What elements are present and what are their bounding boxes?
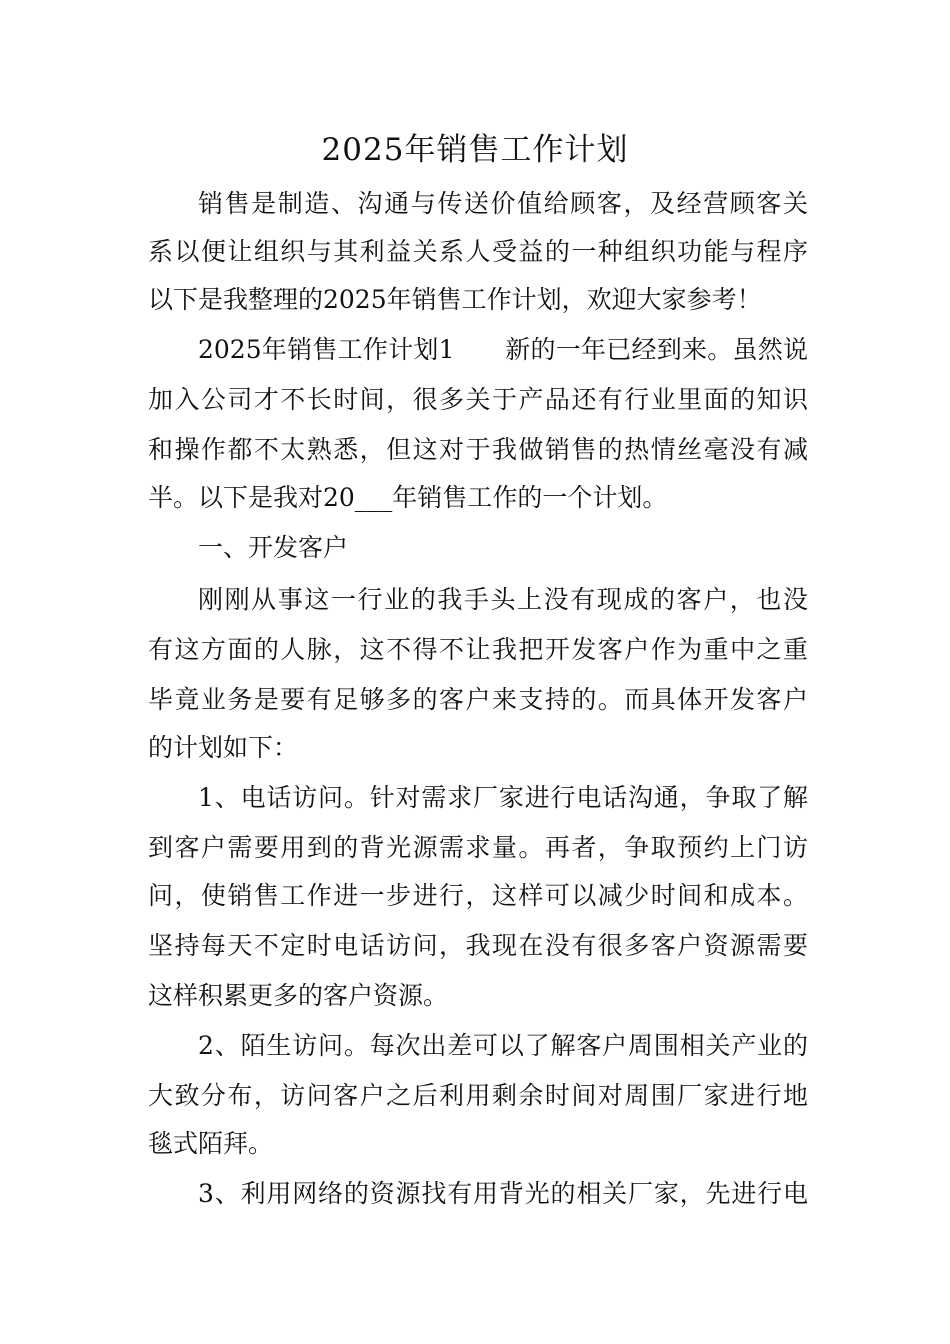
paragraph-line: 3、利用网络的资源找有用背光的相关厂家，先进行电 — [198, 1179, 808, 1208]
paragraph-line: 毕竟业务是要有足够多的客户来支持的。而具体开发客户 — [148, 685, 808, 714]
paragraph-line: 坚持每天不定时电话访问，我现在没有很多客户资源需要 — [148, 931, 808, 960]
paragraph-line: 以下是我整理的2025年销售工作计划，欢迎大家参考！ — [148, 285, 762, 314]
paragraph-line: 半。以下是我对20___年销售工作的一个计划。 — [148, 483, 668, 512]
paragraph-line: 刚刚从事这一行业的我手头上没有现成的客户，也没 — [198, 585, 808, 614]
document-title: 2025年销售工作计划 — [321, 132, 629, 168]
paragraph-line: 1、电话访问。针对需求厂家进行电话沟通，争取了解 — [198, 783, 808, 812]
paragraph-line: 这样积累更多的客户资源。 — [148, 981, 449, 1010]
paragraph-line: 的计划如下： — [148, 733, 299, 762]
paragraph-line: 问，使销售工作进一步进行，这样可以减少时间和成本。 — [148, 881, 808, 910]
paragraph-line: 和操作都不太熟悉，但这对于我做销售的热情丝毫没有减 — [148, 435, 808, 464]
paragraph-line: 有这方面的人脉，这不得不让我把开发客户作为重中之重 — [148, 635, 808, 664]
paragraph-line: 加入公司才不长时间，很多关于产品还有行业里面的知识 — [148, 385, 808, 414]
paragraph-line: 到客户需要用到的背光源需求量。再者，争取预约上门访 — [148, 833, 808, 862]
paragraph-line: 2、陌生访问。每次出差可以了解客户周围相关产业的 — [198, 1031, 808, 1060]
paragraph-line: 系以便让组织与其利益关系人受益的一种组织功能与程序 — [148, 237, 808, 266]
section-heading: 一、开发客户 — [198, 533, 349, 562]
paragraph-line: 销售是制造、沟通与传送价值给顾客，及经营顾客关 — [198, 189, 808, 218]
paragraph-line: 毯式陌拜。 — [148, 1129, 274, 1158]
paragraph-line: 大致分布，访问客户之后利用剩余时间对周围厂家进行地 — [148, 1081, 808, 1110]
paragraph-line: 2025年销售工作计划1 新的一年已经到来。虽然说 — [198, 335, 808, 364]
